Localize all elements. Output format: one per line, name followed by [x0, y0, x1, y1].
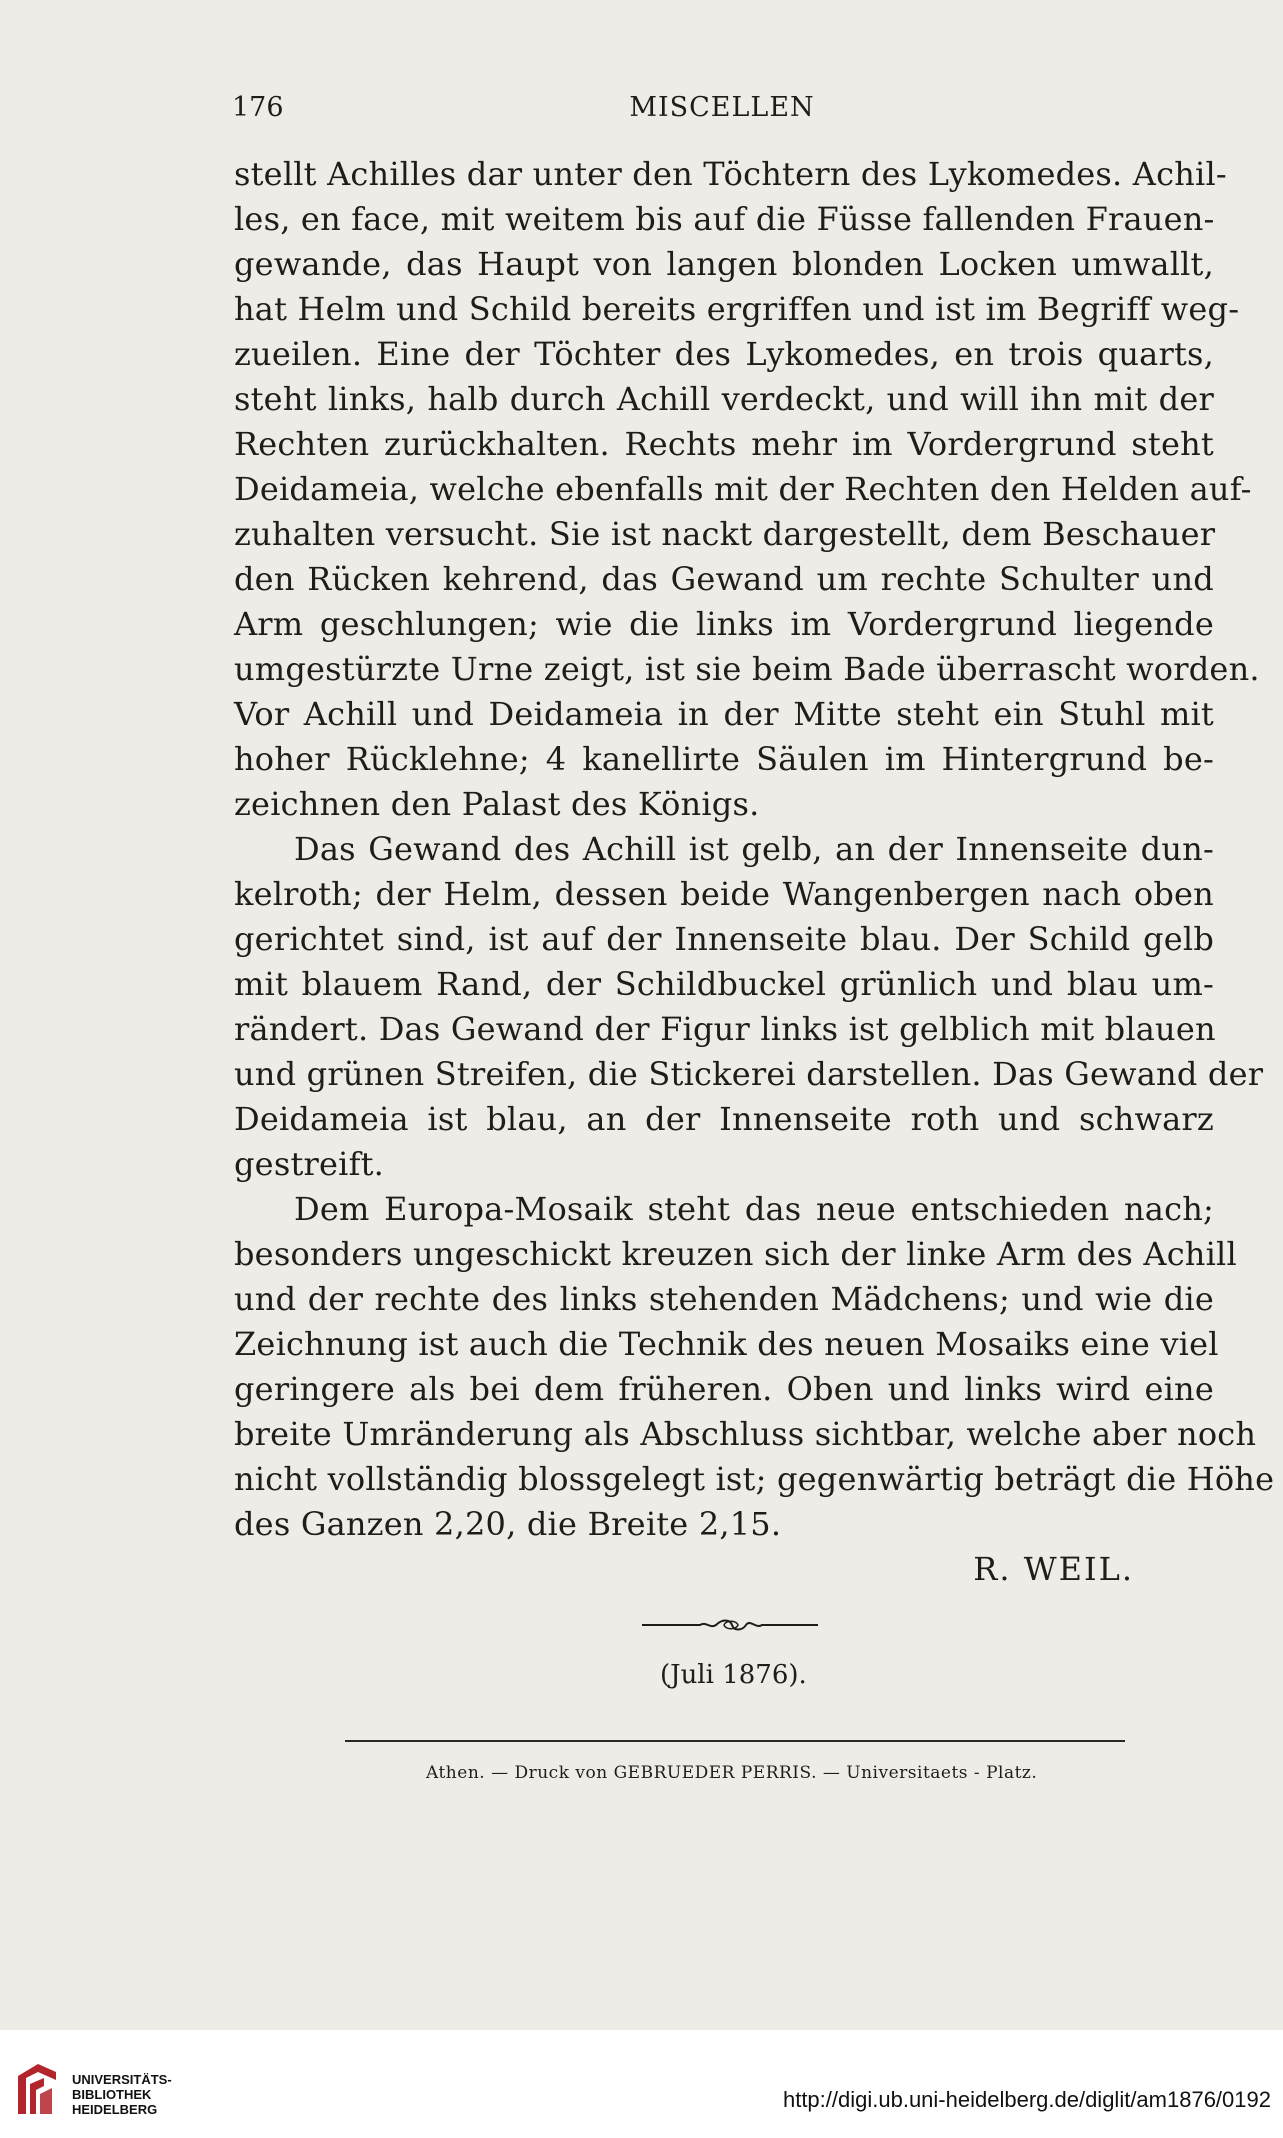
text-line: kelroth; der Helm, dessen beide Wangenbergen nach oben [234, 875, 1214, 913]
library-name-line: BIBLIOTHEK [72, 2087, 152, 2102]
text-line: zeichnen den Palast des Königs. [234, 785, 760, 823]
text-line: gerichtet sind, ist auf der Innenseite blau. Der Schild gelb [234, 920, 1214, 958]
library-name-line: UNIVERSITÄTS- [72, 2072, 172, 2087]
text-line: geringere als bei dem früheren. Oben und links wird eine [234, 1370, 1214, 1408]
text-line: steht links, halb durch Achill verdeckt, und will ihn mit der [234, 380, 1214, 418]
text-line: und der rechte des links stehenden Mädchens; und wie die [234, 1280, 1214, 1318]
text-line: mit blauem Rand, der Schildbuckel grünlich und blau um- [234, 965, 1214, 1003]
text-line: zuhalten versucht. Sie ist nackt dargestellt, dem Beschauer [234, 515, 1216, 553]
text-line: gewande, das Haupt von langen blonden Locken umwallt, [234, 245, 1214, 283]
printer-imprint: Athen. — Druck von GEBRUEDER PERRIS. — Universitaets - Platz. [426, 1763, 1038, 1783]
text-line: und grünen Streifen, die Stickerei darstellen. Das Gewand der [234, 1055, 1264, 1093]
text-line: des Ganzen 2,20, die Breite 2,15. [234, 1505, 782, 1543]
text-line: den Rücken kehrend, das Gewand um rechte Schulter und [234, 560, 1214, 598]
page-header [232, 92, 1212, 132]
library-name-line: HEIDELBERG [72, 2102, 158, 2117]
text-line: les, en face, mit weitem bis auf die Füsse fallenden Frauen- [234, 200, 1215, 238]
text-line: Rechten zurückhalten. Rechts mehr im Vordergrund steht [234, 425, 1214, 463]
text-line: Arm geschlungen; wie die links im Vordergrund liegende [234, 605, 1214, 643]
text-line: Zeichnung ist auch die Technik des neuen Mosaiks eine viel [234, 1325, 1219, 1363]
text-line: Deidameia, welche ebenfalls mit der Rechten den Helden auf- [234, 470, 1252, 508]
library-bar [0, 2030, 1283, 2138]
text-line: besonders ungeschickt kreuzen sich der linke Arm des Achill [234, 1235, 1237, 1273]
text-line: hoher Rücklehne; 4 kanellirte Säulen im Hintergrund be- [234, 740, 1214, 778]
page-number: 176 [232, 92, 284, 123]
text-line: nicht vollständig blossgelegt ist; gegenwärtig beträgt die Höhe [234, 1460, 1275, 1498]
text-line: rändert. Das Gewand der Figur links ist gelblich mit blauen [234, 1010, 1216, 1048]
library-name[interactable] [72, 2072, 172, 2117]
text-line: umgestürzte Urne zeigt, ist sie beim Bade überrascht worden. [234, 650, 1260, 688]
date-line: (Juli 1876). [660, 1660, 807, 1690]
text-line: breite Umränderung als Abschluss sichtbar, welche aber noch [234, 1415, 1257, 1453]
text-line: Deidameia ist blau, an der Innenseite roth und schwarz [234, 1100, 1214, 1138]
ornament-divider [640, 1615, 820, 1635]
text-line: stellt Achilles dar unter den Töchtern des Lykomedes. Achil- [234, 155, 1227, 193]
text-line: hat Helm und Schild bereits ergriffen und ist im Begriff weg- [234, 290, 1240, 328]
text-line: Dem Europa-Mosaik steht das neue entschieden nach; [294, 1190, 1214, 1228]
author-signature: R. WEIL. [973, 1550, 1134, 1588]
source-url-link[interactable]: http://digi.ub.uni-heidelberg.de/diglit/am1876/0192 [782, 2087, 1271, 2112]
body-text [234, 152, 1275, 1592]
text-line: Das Gewand des Achill ist gelb, an der Innenseite dun- [294, 830, 1214, 868]
library-logo-icon[interactable] [14, 2060, 60, 2118]
text-line: gestreift. [234, 1145, 385, 1183]
text-line: zueilen. Eine der Töchter des Lykomedes, en trois quarts, [234, 335, 1214, 373]
paragraphs [234, 152, 1275, 1547]
footer-rule [345, 1740, 1125, 1742]
text-line: Vor Achill und Deidameia in der Mitte steht ein Stuhl mit [234, 695, 1214, 733]
running-title: MISCELLEN [629, 92, 815, 123]
